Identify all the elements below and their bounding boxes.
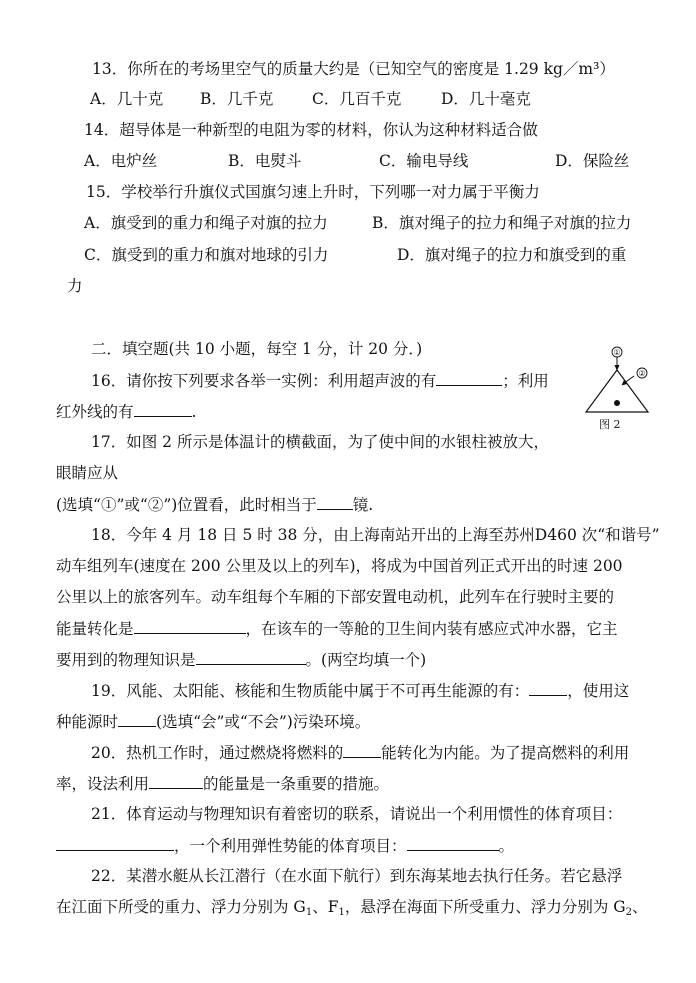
q18-text-d: 。(两空均填一个) bbox=[305, 651, 427, 669]
section-title: 二．填空题(共 10 小题，每空 1 分，计 20 分．) bbox=[91, 340, 423, 358]
q20-line2 bbox=[56, 773, 389, 794]
q21-blank-1[interactable] bbox=[56, 835, 174, 851]
q18-text-a: 能量转化是 bbox=[56, 620, 134, 638]
q20-text-a: 20．热机工作时，通过燃烧将燃料的 bbox=[91, 744, 344, 762]
q14-stem: 14．超导体是一种新型的电阻为零的材料，你认为这种材料适合做 bbox=[84, 121, 538, 139]
q18-blank-1[interactable] bbox=[134, 618, 246, 634]
q20-blank-2[interactable] bbox=[149, 773, 203, 789]
q13-stem: 13．你所在的考场里空气的质量大约是（已知空气的密度是 1.29 kg／m³） bbox=[92, 60, 615, 78]
q20-text-c: 率，设法利用 bbox=[56, 775, 150, 793]
q16-text-c: 红外线的有 bbox=[56, 403, 134, 421]
q22-text-a: 在江面下所受的重力、浮力分别为 G bbox=[56, 898, 306, 916]
q16-blank-1[interactable] bbox=[436, 370, 502, 386]
q18-line3: 公里以上的旅客列车。动车组每个车厢的下部安置电动机，此列车在行驶时主要的 bbox=[56, 588, 615, 606]
q22-line1: 22．某潜水艇从长江潜行（在水面下航行）到东海某地去执行任务。若它悬浮 bbox=[91, 867, 623, 885]
q17-line3 bbox=[56, 494, 373, 515]
q22-text-b: ，悬浮在海面下所受重力、浮力分别为 G bbox=[344, 898, 626, 916]
q20-blank-1[interactable] bbox=[343, 742, 381, 758]
q17-text-b: 镜. bbox=[352, 496, 374, 514]
q13-option-d: D．几十毫克 bbox=[441, 90, 531, 108]
q14-option-c: C．输电导线 bbox=[379, 152, 469, 170]
q15-stem: 15．学校举行升旗仪式国旗匀速上升时，下列哪一对力属于平衡力 bbox=[86, 183, 540, 201]
q20-line1 bbox=[91, 742, 629, 763]
q15-option-a: A．旗受到的重力和绳子对旗的拉力 bbox=[84, 214, 328, 232]
q16-blank-2[interactable] bbox=[134, 401, 192, 417]
q19-blank-2[interactable] bbox=[118, 711, 156, 727]
figure-caption: 图 2 bbox=[599, 418, 621, 431]
q19-blank-1[interactable] bbox=[529, 680, 567, 696]
q16-text-d: . bbox=[191, 403, 197, 421]
q19-text-b: ，使用这 bbox=[567, 682, 630, 700]
q13-option-c: C．几百千克 bbox=[312, 90, 402, 108]
arrow-1-head bbox=[615, 365, 620, 371]
label-1: ① bbox=[613, 348, 621, 357]
q21-text-b: ，一个利用弹性势能的体育项目： bbox=[174, 837, 407, 855]
q20-text-d: 的能量是一条重要的措施。 bbox=[203, 775, 390, 793]
q18-line5 bbox=[56, 649, 426, 670]
q19-text-d: (选填“会”或“不会”)污染环境。 bbox=[156, 713, 371, 731]
q13-option-a: A．几十克 bbox=[90, 90, 164, 108]
q22-sub-1: 1 bbox=[305, 907, 313, 918]
q18-line2: 动车组列车(速度在 200 公里及以上的列车)，将成为中国首列正式开出的时速 200 bbox=[56, 557, 623, 575]
q19-line2 bbox=[56, 711, 370, 732]
q22-line2 bbox=[56, 897, 648, 917]
q16-text-a: 16．请你按下列要求各举一实例：利用超声波的有 bbox=[91, 372, 437, 390]
q17-line1: 17．如图 2 所示是体温计的横截面，为了使中间的水银柱被放大， bbox=[91, 433, 549, 451]
q18-blank-2[interactable] bbox=[196, 649, 306, 665]
q15-option-d-cont: 力 bbox=[67, 277, 83, 295]
q21-blank-2[interactable] bbox=[407, 835, 499, 851]
q22-sub-3: 2 bbox=[625, 907, 633, 918]
q21-line1: 21．体育运动与物理知识有着密切的联系，请说出一个利用惯性的体育项目： bbox=[91, 805, 623, 823]
q15-option-c: C．旗受到的重力和旗对地球的引力 bbox=[84, 246, 329, 264]
q18-text-b: ，在该车的一等舱的卫生间内装有感应式冲水器，它主 bbox=[245, 620, 618, 638]
q22-sep: 、F bbox=[312, 898, 339, 916]
q18-line4 bbox=[56, 618, 618, 639]
q15-option-d: D．旗对绳子的拉力和旗受到的重 bbox=[397, 246, 627, 264]
q16-line2 bbox=[56, 401, 196, 422]
q14-option-b: B．电熨斗 bbox=[228, 152, 302, 170]
q17-text-a: (选填“①”或“②”)位置看，此时相当于 bbox=[56, 496, 317, 514]
q17-blank[interactable] bbox=[317, 494, 353, 510]
q19-line1 bbox=[91, 680, 629, 701]
mercury-column-dot bbox=[614, 400, 620, 406]
q19-text-a: 19．风能、太阳能、核能和生物质能中属于不可再生能源的有： bbox=[91, 682, 530, 700]
q18-line1: 18．今年 4 月 18 日 5 时 38 分，由上海南站开出的上海至苏州D460 次“和谐号” bbox=[91, 526, 660, 544]
q22-text-c: 、 bbox=[632, 898, 648, 916]
q14-option-d: D．保险丝 bbox=[555, 152, 630, 170]
q16-text-b: ；利用 bbox=[502, 372, 549, 390]
q15-option-b: B．旗对绳子的拉力和绳子对旗的拉力 bbox=[372, 214, 632, 232]
q13-option-b: B．几千克 bbox=[200, 90, 274, 108]
q21-text-c: 。 bbox=[498, 837, 515, 855]
q16-line1 bbox=[91, 370, 549, 391]
q17-line2: 眼睛应从 bbox=[56, 464, 119, 482]
label-2: ② bbox=[638, 369, 646, 378]
q14-option-a: A．电炉丝 bbox=[84, 152, 158, 170]
q22-sub-2: 1 bbox=[338, 907, 345, 918]
q19-text-c: 种能源时 bbox=[56, 713, 119, 731]
q18-text-c: 要用到的物理知识是 bbox=[56, 651, 196, 669]
q20-text-b: 能转化为内能。为了提高燃料的利用 bbox=[381, 744, 630, 762]
q21-line2 bbox=[56, 835, 514, 856]
